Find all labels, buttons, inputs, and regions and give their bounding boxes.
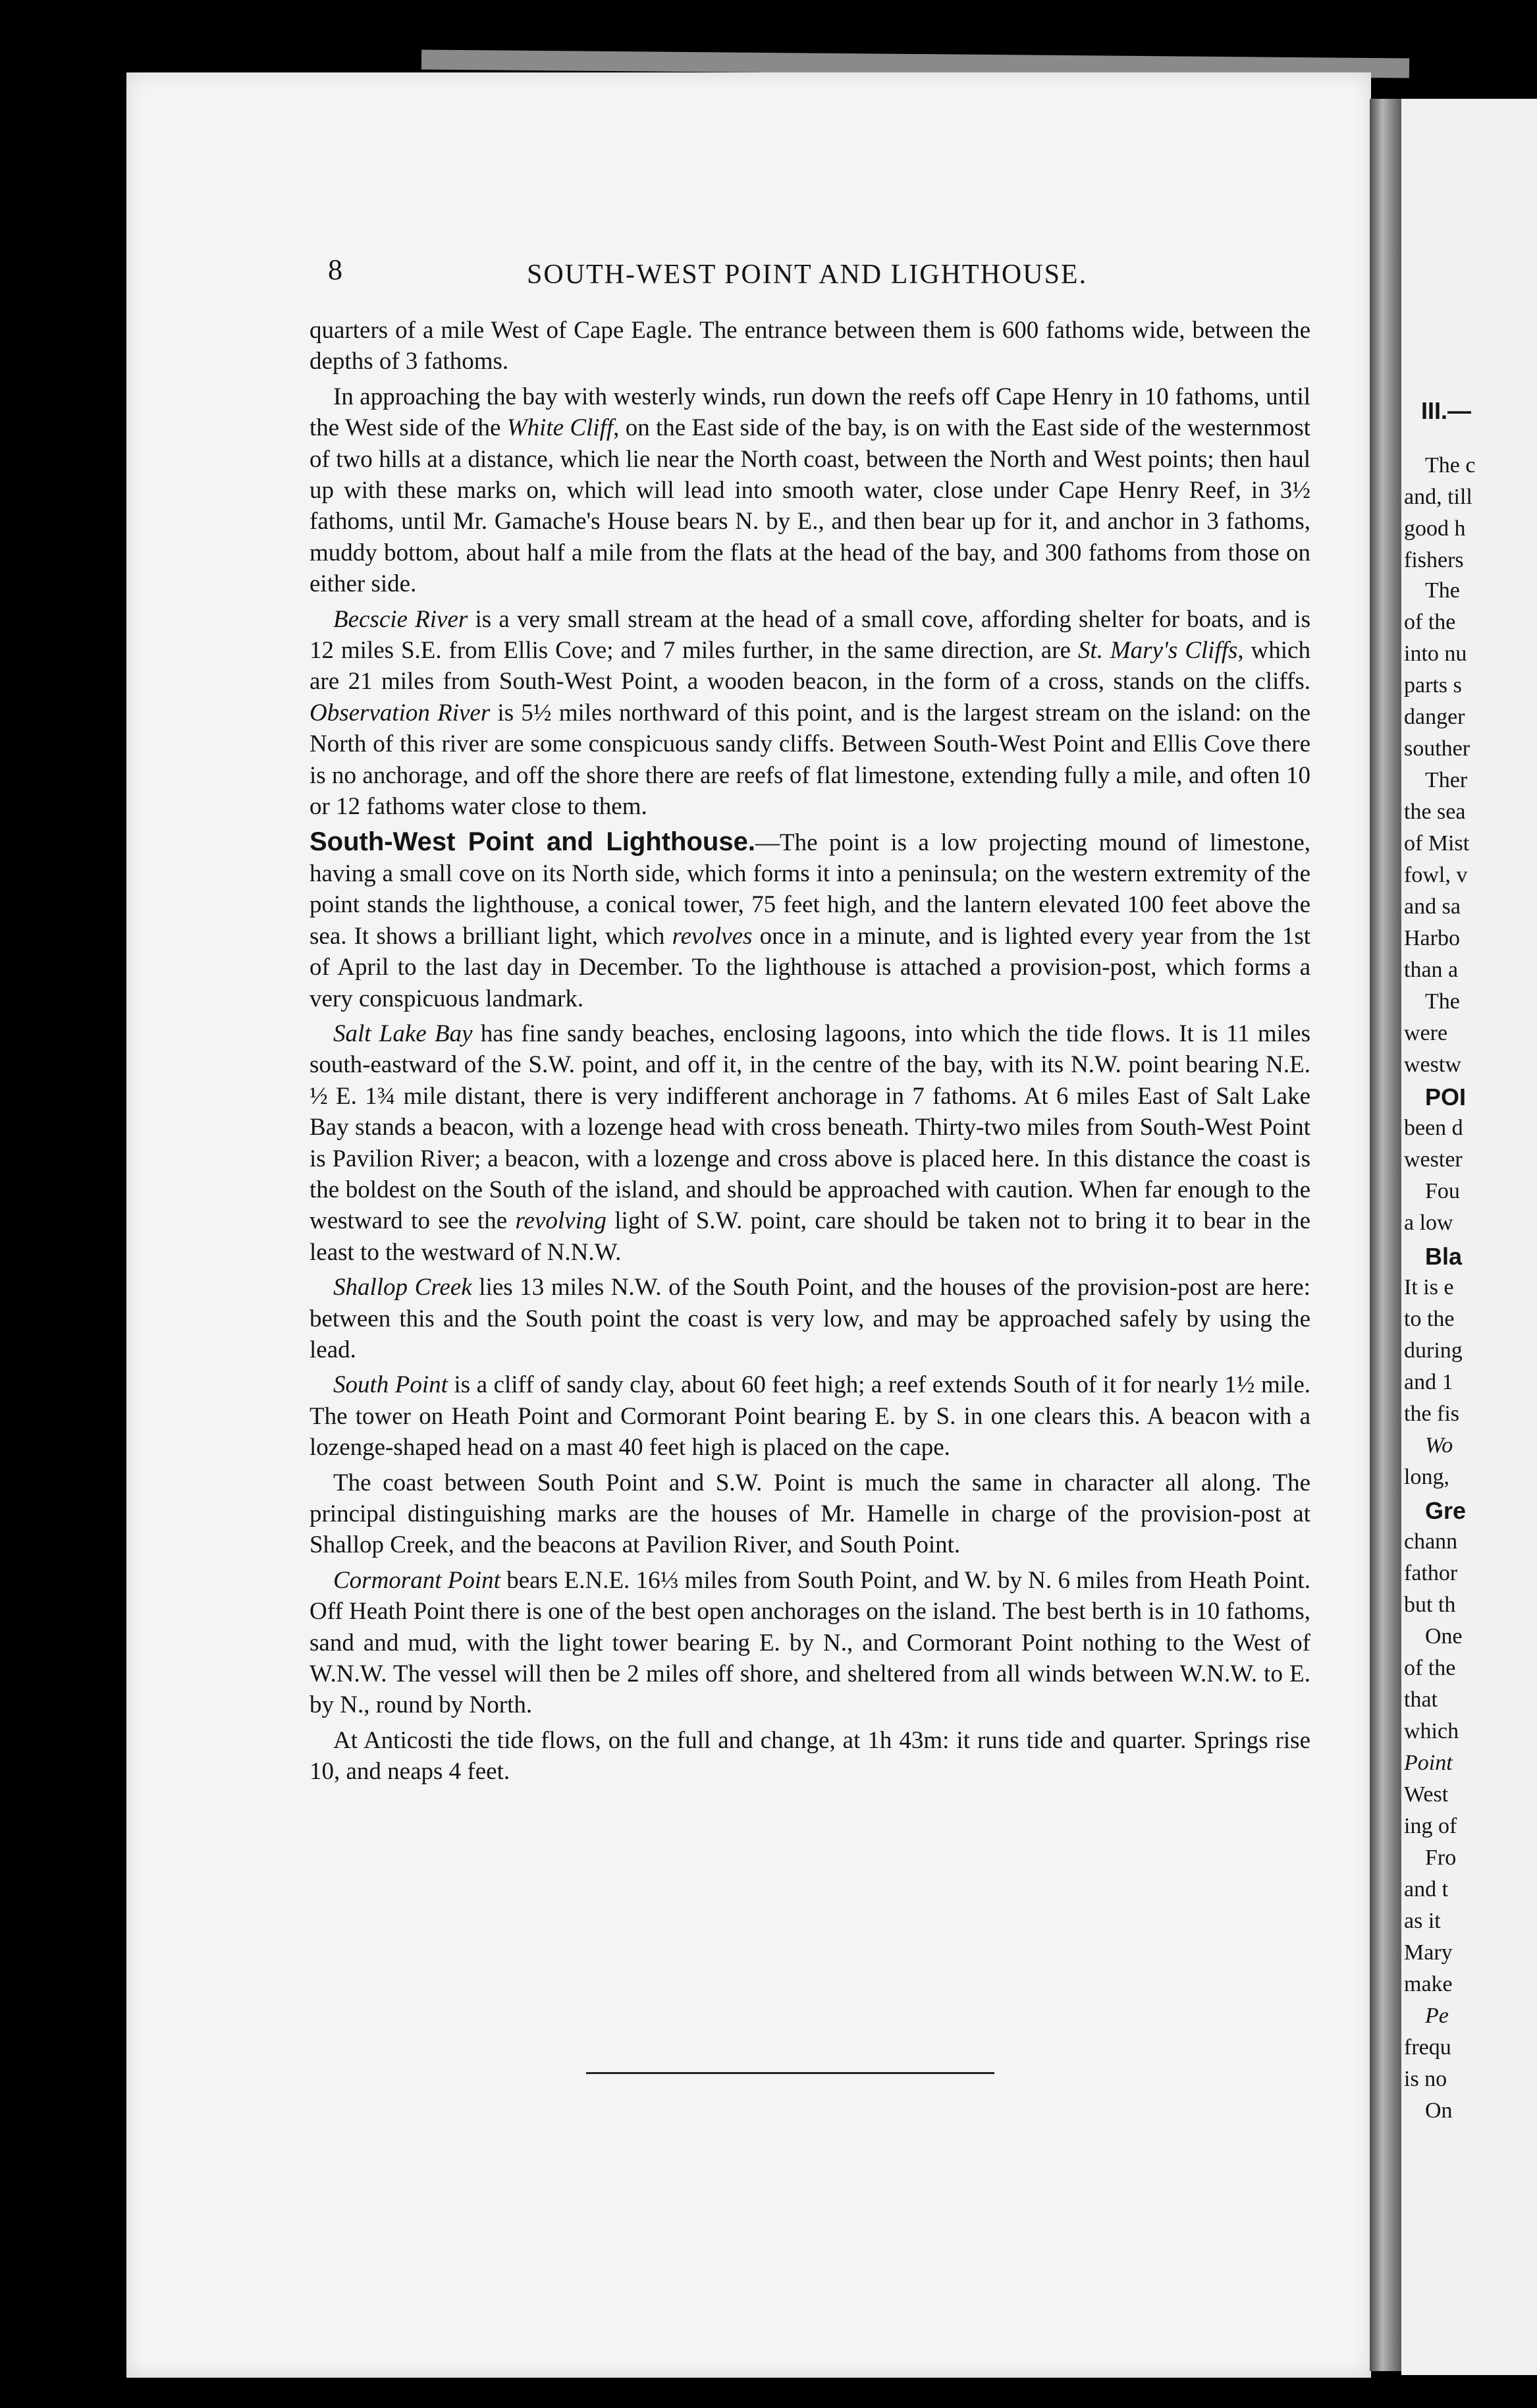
paragraph-text: is 5½ miles northward of this point, and is the largest stream on the island: on the North of this river are some conspicuous sandy cliffs. Between South-West Point and Ellis Cove there is no anchorage, and off the shore there are reefs of flat limestone, extending fully a mile, and often 10 or 12 fathoms water close to them. xyxy=(310,699,1310,821)
facing-page-line: ing of xyxy=(1404,1814,1457,1838)
facing-page-line: West xyxy=(1404,1782,1449,1807)
facing-page-line: and sa xyxy=(1404,894,1461,919)
paragraph-text: light of S.W. point, care should be taken not to bring it to bear in the least to the westward of N.N.W. xyxy=(310,1207,1310,1266)
facing-page xyxy=(1401,99,1537,2375)
facing-page-line: during xyxy=(1404,1338,1463,1363)
facing-page-line: the fis xyxy=(1404,1402,1460,1426)
facing-page-line: Ther xyxy=(1425,768,1468,792)
facing-page-line: fowl, v xyxy=(1404,863,1468,887)
facing-page-line: wester xyxy=(1404,1147,1463,1172)
facing-page-line: chann xyxy=(1404,1529,1458,1554)
facing-page-line: been d xyxy=(1404,1116,1463,1140)
running-title: SOUTH-WEST POINT AND LIGHTHOUSE. xyxy=(527,260,1088,290)
facing-page-line: which xyxy=(1404,1719,1459,1743)
place-name: Salt Lake Bay xyxy=(333,1020,473,1047)
facing-page-line: One xyxy=(1425,1624,1463,1649)
paragraph xyxy=(310,1467,1310,1561)
facing-page-line: The xyxy=(1425,578,1460,603)
emphasis: revolving xyxy=(515,1207,607,1235)
facing-page-line: fishers xyxy=(1404,548,1464,572)
facing-page-line: Wo xyxy=(1425,1433,1453,1458)
facing-page-line: of the xyxy=(1404,1656,1456,1680)
facing-page-line: Fro xyxy=(1425,1846,1457,1870)
section-heading: South-West Point and Lighthouse. xyxy=(310,827,755,856)
facing-page-line: of the xyxy=(1404,610,1456,634)
facing-page-line: Point xyxy=(1404,1751,1453,1775)
facing-page-line: danger xyxy=(1404,705,1465,729)
paragraph-text: , on the East side of the bay, is on with the East side of the westernmost of two hills at a distance, which lie near the North coast, between the North and West points; then haul up with these marks on, which will lead into smooth water, close under Cape Henry Reef, in 3½ fathoms, until Mr. Gamache's House bears N. by E., and then bear up for it, and anchor in 3 fathoms, muddy bottom, about half a mile from the flats at the head of the bay, and 300 fathoms from those on either side. xyxy=(310,414,1311,598)
paragraph-text: bears E.N.E. 16⅓ miles from South Point, and W. by N. 6 miles from Heath Point. Off Heath Point there is one of the best open anchorages on the island. The best berth is in 10 fathoms, sand and mud, with the light tower bearing E. by N., and Cormorant Point nothing to the West of W.N.W. The vessel will then be 2 miles off shore, and sheltered from all winds between W.N.W. to E. by N., round by North. xyxy=(310,1566,1310,1719)
place-name: Cormorant Point xyxy=(333,1566,500,1594)
facing-page-line: Mary xyxy=(1404,1940,1453,1965)
paragraph-text: , which are 21 miles from South-West Point, a wooden beacon, in the form of a cross, stands on the cliffs. xyxy=(310,637,1310,696)
facing-page-line: and 1 xyxy=(1404,1370,1453,1394)
facing-page-line: Pe xyxy=(1425,2004,1449,2028)
place-name: White Cliff xyxy=(506,414,614,442)
facing-page-line: parts s xyxy=(1404,673,1462,698)
paragraph xyxy=(310,1272,1310,1365)
facing-page-line: but th xyxy=(1404,1593,1456,1617)
paragraph-text: The coast between South Point and S.W. Point is much the same in character all along. The principal distinguishing marks are the houses of Mr. Hamelle in charge of the provision-post at Shallop Creek, and the beacons at Pavilion River, and South Point. xyxy=(310,1469,1310,1559)
facing-page-line: Bla xyxy=(1425,1243,1463,1270)
facing-page-line: to the xyxy=(1404,1307,1455,1331)
paragraph-text: In approaching the bay with westerly winds, run down the reefs off Cape Henry in 10 fathoms, until the West side of the xyxy=(310,383,1310,442)
facing-page-line: The xyxy=(1425,989,1460,1014)
facing-page-line: Gre xyxy=(1425,1497,1467,1524)
facing-page-line: long, xyxy=(1404,1465,1449,1489)
paragraph xyxy=(310,1018,1310,1268)
place-name: Shallop Creek xyxy=(333,1274,472,1301)
paragraph-text: lies 13 miles N.W. of the South Point, and the houses of the provision-post are here: between this and the South point the coast is very low, and may be approached safely by using the lead. xyxy=(310,1274,1311,1363)
paragraph-text: At Anticosti the tide flows, on the full and change, at 1h 43m: it runs tide and quarter. Springs rise 10, and neaps 4 feet. xyxy=(310,1726,1310,1786)
paragraph-text: —The point is a low projecting mound of limestone, having a small cove on its North side, which forms it into a peninsula; on the western extremity of the point stands the lighthouse, a conical tower, 75 feet high, and the lantern elevated 100 feet above the sea. It shows a brilliant light, which xyxy=(310,829,1310,950)
emphasis: revolves xyxy=(672,922,753,950)
facing-page-line: fathor xyxy=(1404,1561,1458,1585)
facing-page-line: were xyxy=(1404,1021,1448,1045)
paragraph-text: is a very small stream at the head of a small cove, affording shelter for boats, and is 12 miles S.E. from Ellis Cove; and 7 miles further, in the same direction, are xyxy=(310,605,1310,665)
facing-page-line: and, till xyxy=(1404,485,1472,509)
facing-page-line: a low xyxy=(1404,1211,1453,1235)
section-divider xyxy=(586,2072,994,2074)
facing-page-line: Harbo xyxy=(1404,926,1460,950)
page-number: 8 xyxy=(328,254,342,286)
facing-page-line: westw xyxy=(1404,1053,1461,1077)
paragraph xyxy=(310,1725,1310,1788)
facing-page-line: good h xyxy=(1404,516,1466,541)
facing-page-line: POI xyxy=(1425,1083,1467,1110)
facing-page-line: than a xyxy=(1404,958,1459,982)
paragraph xyxy=(310,827,1310,1014)
facing-page-line: The c xyxy=(1425,453,1476,478)
paragraph-text: is a cliff of sandy clay, about 60 feet high; a reef extends South of it for nearly 1½ mile. The tower on Heath Point and Cormorant Point bearing E. by S. in one clears this. A beacon with a lozenge-shaped head on a mast 40 feet high is placed on the cape. xyxy=(310,1371,1310,1462)
facing-page-line: as it xyxy=(1404,1909,1441,1933)
paragraph-text: quarters of a mile West of Cape Eagle. The entrance between them is 600 fathoms wide, between the depths of 3 fathoms. xyxy=(310,317,1310,375)
facing-page-line: is no xyxy=(1404,2067,1447,2091)
facing-page-line: III.— xyxy=(1421,397,1472,424)
paragraph xyxy=(310,604,1310,823)
facing-page-line: that xyxy=(1404,1687,1438,1712)
facing-page-line: On xyxy=(1425,2098,1453,2123)
place-name: St. Mary's Cliffs xyxy=(1077,637,1238,665)
paragraph xyxy=(310,315,1310,377)
facing-page-line: into nu xyxy=(1404,642,1467,666)
facing-page-line: of Mist xyxy=(1404,831,1470,856)
facing-page-line: make xyxy=(1404,1972,1453,1996)
facing-page-line: Fou xyxy=(1425,1179,1460,1203)
paragraph-text: once in a minute, and is lighted every year from the 1st of April to the last day in December. To the lighthouse is attached a provision-post, which forms a very conspicuous landmark. xyxy=(310,922,1310,1012)
paragraph xyxy=(310,1369,1310,1463)
paragraph xyxy=(310,1565,1310,1721)
place-name: South Point xyxy=(333,1371,448,1399)
place-name: Observation River xyxy=(310,699,491,726)
place-name: Becscie River xyxy=(333,605,468,633)
facing-page-line: and t xyxy=(1404,1877,1449,1902)
facing-page-line: frequ xyxy=(1404,2035,1451,2060)
body-text xyxy=(310,315,1310,1792)
paragraph-text: has fine sandy beaches, enclosing lagoons, into which the tide flows. It is 11 miles south-eastward of the S.W. point, and off it, in the centre of the bay, with its N.W. point bearing N.E. ½ E. 1¾ mile distant, there is very indifferent anchorage in 7 fathoms. At 6 miles East of Salt Lake Bay stands a beacon, with a lozenge head with cross beneath. Thirty-two miles from South-West Point is Pavilion River; a beacon, with a lozenge and cross above is placed here. In this distance the coast is the boldest on the South of the island, and should be approached with caution. When far enough to the westward to see the xyxy=(310,1020,1310,1235)
facing-page-line: the sea xyxy=(1404,800,1466,824)
paragraph xyxy=(310,381,1310,600)
book-gutter xyxy=(1370,99,1401,2371)
facing-page-line: souther xyxy=(1404,736,1470,761)
facing-page-line: It is e xyxy=(1404,1275,1454,1300)
